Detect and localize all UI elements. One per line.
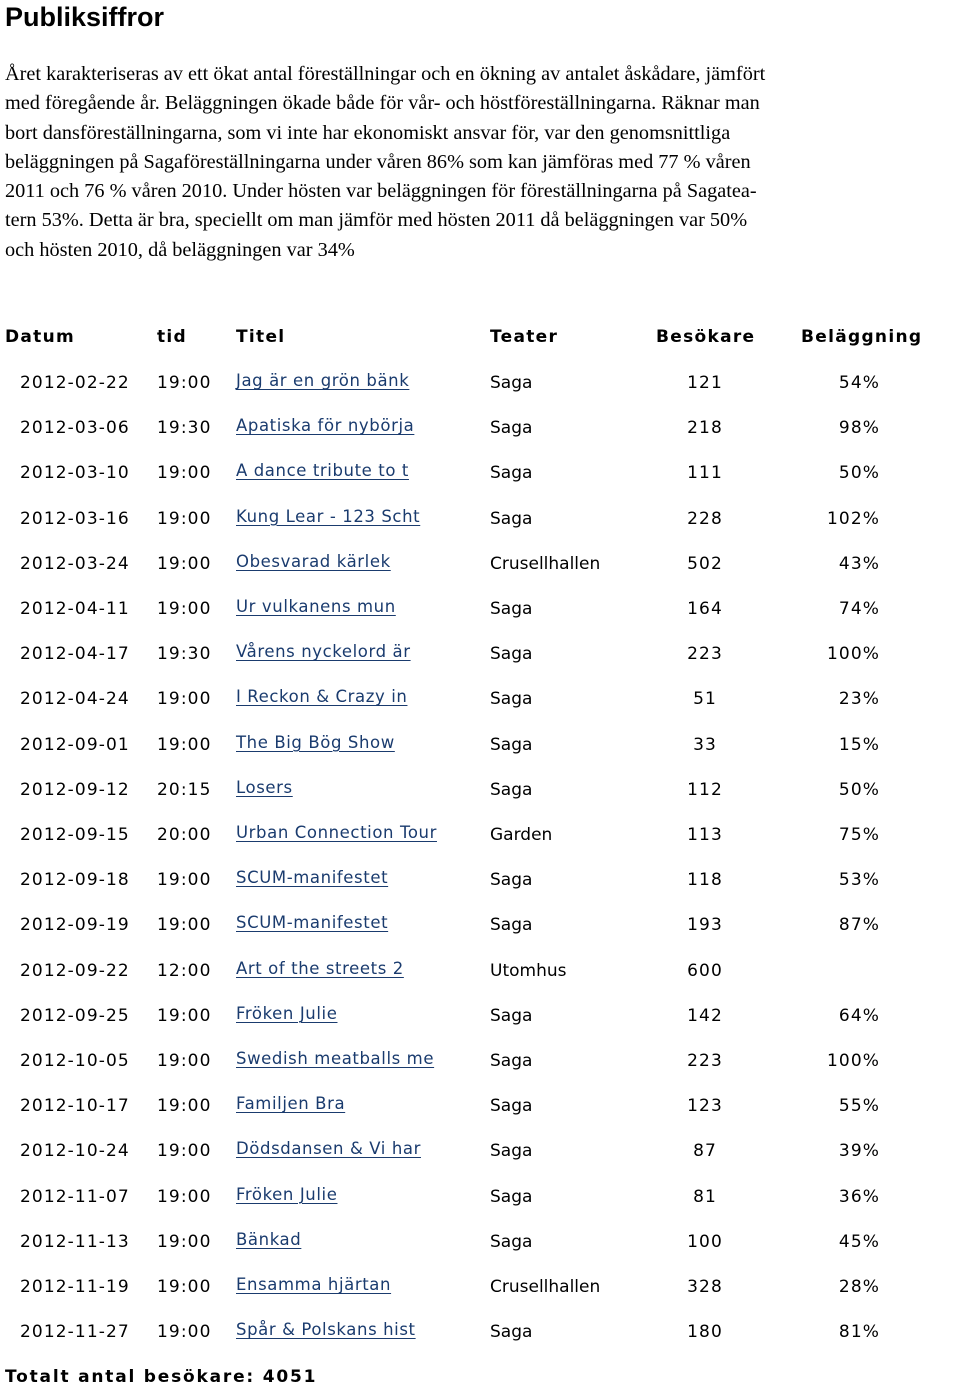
row-occupancy: 54% (838, 373, 880, 393)
row-date: 2012-11-19 (20, 1277, 130, 1297)
row-title-link[interactable]: Kung Lear - 123 Scht (236, 506, 421, 526)
row-title-link[interactable]: Familjen Bra (236, 1094, 346, 1114)
row-occupancy: 36% (838, 1186, 880, 1207)
row-time: 19:00 (157, 373, 212, 393)
row-date: 2012-03-16 (20, 508, 130, 529)
table-row (0, 413, 960, 443)
row-title-link[interactable]: Losers (236, 777, 293, 797)
table-row (0, 504, 960, 534)
row-title-link[interactable]: Urban Connection Tour (236, 823, 437, 842)
row-visitors: 33 (693, 734, 717, 755)
row-occupancy: 28% (838, 1277, 880, 1297)
row-title-link[interactable]: Apatiska för nybörja (236, 416, 415, 436)
table-row (0, 684, 960, 714)
row-time: 12:00 (157, 960, 212, 981)
row-occupancy: 50% (838, 779, 880, 800)
intro-paragraph (5, 60, 955, 265)
row-theater: Saga (490, 1231, 533, 1252)
row-visitors: 123 (687, 1096, 723, 1117)
row-occupancy: 55% (838, 1096, 880, 1117)
row-time: 20:15 (157, 779, 212, 800)
table-row (0, 1046, 960, 1076)
row-visitors: 142 (687, 1005, 723, 1026)
row-theater: Saga (490, 1322, 533, 1343)
row-visitors: 51 (693, 689, 717, 710)
table-row (0, 910, 960, 940)
row-date: 2012-10-17 (20, 1096, 130, 1117)
row-occupancy: 23% (838, 689, 880, 710)
header-theater: Teater (490, 327, 559, 347)
row-date: 2012-09-19 (20, 915, 130, 936)
row-theater: Saga (490, 1141, 533, 1162)
row-theater: Saga (490, 915, 533, 936)
table-row (0, 1317, 960, 1347)
total-visitors: Totalt antal besökare: 4051 (5, 1367, 318, 1387)
row-visitors: 81 (693, 1186, 717, 1207)
row-visitors: 111 (687, 463, 723, 484)
row-occupancy: 100% (826, 1051, 880, 1071)
intro-line: Året karakteriseras av ett ökat antal föreställningar och en ökning av antalet åskådare, jämfört (5, 63, 766, 85)
row-visitors: 223 (687, 1051, 723, 1071)
row-time: 19:00 (157, 463, 212, 484)
header-visitors: Besökare (656, 327, 756, 347)
row-theater: Saga (490, 418, 533, 439)
row-date: 2012-10-05 (20, 1051, 130, 1071)
row-visitors: 328 (687, 1277, 723, 1297)
header-time: tid (157, 327, 188, 347)
row-date: 2012-02-22 (20, 373, 130, 393)
row-visitors: 180 (687, 1322, 723, 1343)
row-time: 19:00 (157, 1186, 212, 1207)
row-date: 2012-09-15 (20, 825, 130, 845)
row-theater: Saga (490, 508, 533, 529)
table-row (0, 368, 960, 398)
row-theater: Garden (490, 825, 553, 845)
row-title-link[interactable]: Ensamma hjärtan (236, 1275, 392, 1294)
row-date: 2012-03-10 (20, 463, 130, 484)
row-time: 19:30 (157, 418, 212, 439)
row-title-link[interactable]: Swedish meatballs me (236, 1049, 435, 1068)
row-theater: Utomhus (490, 960, 567, 981)
row-theater: Saga (490, 1186, 533, 1207)
table-row (0, 865, 960, 895)
row-theater: Saga (490, 1051, 533, 1071)
table-row (0, 1182, 960, 1212)
row-occupancy: 74% (838, 599, 880, 619)
row-visitors: 600 (687, 960, 723, 981)
row-visitors: 218 (687, 418, 723, 439)
row-date: 2012-09-12 (20, 779, 130, 800)
table-row (0, 775, 960, 805)
row-title-link[interactable]: Dödsdansen & Vi har (236, 1139, 421, 1159)
row-date: 2012-11-07 (20, 1186, 130, 1207)
table-row (0, 594, 960, 624)
row-occupancy: 45% (838, 1231, 880, 1252)
row-date: 2012-09-18 (20, 870, 130, 891)
row-theater: Saga (490, 1005, 533, 1026)
row-title-link[interactable]: SCUM-manifestet (236, 913, 389, 933)
row-theater: Saga (490, 373, 533, 393)
row-date: 2012-09-25 (20, 1005, 130, 1026)
row-occupancy: 39% (838, 1141, 880, 1162)
table-row (0, 639, 960, 669)
table-row (0, 549, 960, 579)
row-date: 2012-03-06 (20, 418, 130, 439)
row-theater: Saga (490, 463, 533, 484)
row-title-link[interactable]: The Big Bög Show (236, 732, 395, 752)
table-row (0, 458, 960, 488)
row-time: 19:00 (157, 870, 212, 891)
intro-line: med föregående år. Beläggningen ökade både för vår- och höstföreställningarna. Räknar man (5, 92, 760, 115)
row-title-link[interactable]: Bänkad (236, 1229, 302, 1249)
row-visitors: 223 (687, 644, 723, 665)
row-theater: Saga (490, 599, 533, 619)
row-title-link[interactable]: Art of the streets 2 (236, 958, 404, 978)
page-title: Publiksiffror (5, 2, 165, 32)
row-date: 2012-03-24 (20, 553, 130, 574)
row-time: 19:00 (157, 508, 212, 529)
row-visitors: 87 (693, 1141, 717, 1162)
table-row (0, 730, 960, 760)
row-time: 19:00 (157, 915, 212, 936)
row-time: 19:00 (157, 1051, 212, 1071)
table-row (0, 1091, 960, 1121)
row-title-link[interactable]: Spår & Polskans hist (236, 1320, 416, 1340)
row-occupancy: 102% (826, 508, 880, 529)
row-visitors: 121 (687, 373, 723, 393)
row-theater: Saga (490, 644, 533, 665)
row-date: 2012-10-24 (20, 1141, 130, 1162)
row-time: 19:00 (157, 1096, 212, 1117)
row-occupancy: 98% (838, 418, 880, 439)
row-title-link[interactable]: A dance tribute to t (236, 461, 409, 481)
row-time: 19:00 (157, 734, 212, 755)
row-theater: Saga (490, 734, 533, 755)
row-date: 2012-09-01 (20, 734, 130, 755)
row-visitors: 502 (687, 553, 723, 574)
row-time: 19:00 (157, 1322, 212, 1343)
intro-line: och hösten 2010, då beläggningen var 34% (5, 238, 355, 261)
row-title-link[interactable]: Obesvarad kärlek (236, 551, 391, 571)
row-visitors: 228 (687, 508, 723, 529)
row-theater: Saga (490, 870, 533, 891)
row-time: 19:00 (157, 689, 212, 710)
row-occupancy: 15% (838, 734, 880, 755)
row-theater: Crusellhallen (490, 1277, 601, 1297)
row-title-link[interactable]: Vårens nyckelord är (236, 642, 411, 662)
row-visitors: 112 (687, 779, 723, 800)
row-theater: Crusellhallen (490, 553, 601, 574)
row-time: 19:00 (157, 1231, 212, 1252)
row-visitors: 118 (687, 870, 723, 891)
row-date: 2012-11-27 (20, 1322, 130, 1343)
row-occupancy: 43% (838, 553, 880, 574)
row-date: 2012-04-24 (20, 689, 130, 710)
row-time: 19:00 (157, 1141, 212, 1162)
row-occupancy: 75% (838, 825, 880, 845)
intro-line: bort dansföreställningarna, som vi inte har ekonomiskt ansvar för, var den genomsnittliga (5, 121, 731, 144)
row-title-link[interactable]: Ur vulkanens mun (236, 597, 396, 616)
row-time: 19:00 (157, 553, 212, 574)
row-occupancy: 87% (838, 915, 880, 936)
row-title-link[interactable]: Jag är en grön bänk (236, 371, 410, 390)
row-visitors: 164 (687, 599, 723, 619)
intro-line: tern 53%. Detta är bra, speciellt om man jämför med hösten 2011 då beläggningen var 50% (5, 209, 748, 232)
row-occupancy: 50% (838, 463, 880, 484)
header-date: Datum (5, 327, 76, 347)
row-date: 2012-04-11 (20, 599, 130, 619)
row-visitors: 113 (687, 825, 723, 845)
row-title-link[interactable]: Fröken Julie (236, 1003, 338, 1023)
table-row (0, 1227, 960, 1257)
table-row (0, 956, 960, 986)
intro-line: 2011 och 76 % våren 2010. Under hösten var beläggningen för föreställningarna på Sagatea- (5, 180, 757, 203)
header-title: Titel (236, 327, 286, 347)
row-time: 20:00 (157, 825, 212, 845)
table-row (0, 820, 960, 850)
row-theater: Saga (490, 689, 533, 710)
row-title-link[interactable]: Fröken Julie (236, 1184, 338, 1204)
table-row (0, 1136, 960, 1166)
row-time: 19:30 (157, 644, 212, 665)
row-title-link[interactable]: SCUM-manifestet (236, 868, 389, 888)
row-date: 2012-04-17 (20, 644, 130, 665)
row-occupancy: 64% (838, 1005, 880, 1026)
row-title-link[interactable]: I Reckon & Crazy in (236, 687, 408, 707)
row-occupancy: 53% (838, 870, 880, 891)
table-row (0, 1001, 960, 1031)
row-time: 19:00 (157, 1277, 212, 1297)
row-visitors: 100 (687, 1231, 723, 1252)
header-occupancy: Beläggning (801, 327, 923, 347)
row-theater: Saga (490, 779, 533, 800)
intro-line: beläggningen på Sagaföreställningarna under våren 86% som kan jämföras med 77 % våren (5, 150, 751, 173)
table-row (0, 1272, 960, 1302)
row-occupancy: 100% (826, 644, 880, 665)
row-theater: Saga (490, 1096, 533, 1117)
row-time: 19:00 (157, 599, 212, 619)
row-date: 2012-09-22 (20, 960, 130, 981)
row-visitors: 193 (687, 915, 723, 936)
row-occupancy: 81% (838, 1322, 880, 1343)
row-time: 19:00 (157, 1005, 212, 1026)
row-date: 2012-11-13 (20, 1231, 130, 1252)
